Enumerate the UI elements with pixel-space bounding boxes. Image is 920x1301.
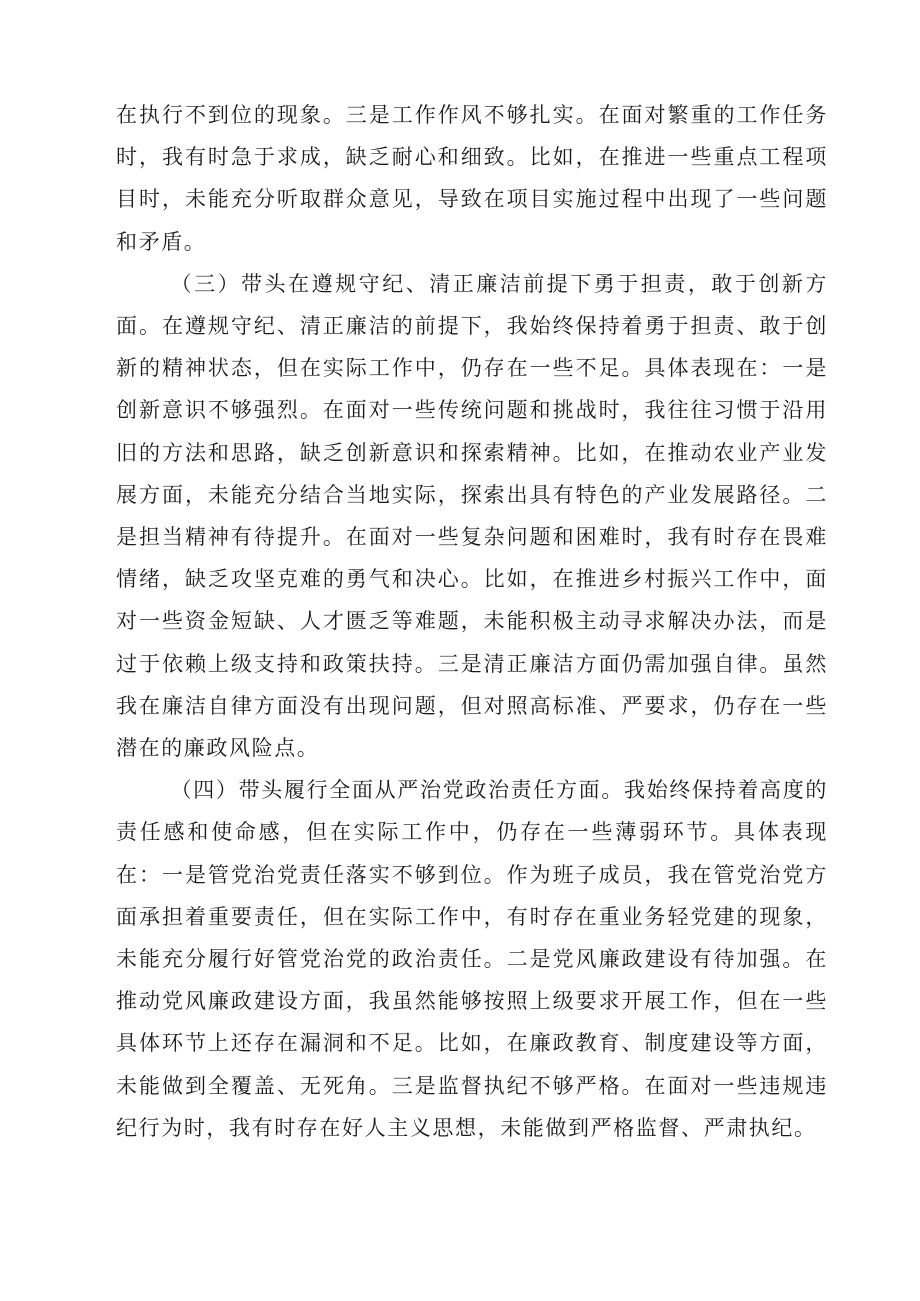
paragraph-section-three: （三）带头在遵规守纪、清正廉洁前提下勇于担责，敢于创新方面。在遵规守纪、清正廉洁的前提下，我始终保持着勇于担责、敢于创新的精神状态，但在实际工作中，仍存在一些不足。具体表现在：一是创新意识不够强烈。在面对一些传统问题和挑战时，我往往习惯于沿用旧的方法和思路，缺乏创新意识和探索精神。比如，在推动农业产业发展方面，未能充分结合当地实际，探索出具有特色的产业发展路径。二是担当精神有待提升。在面对一些复杂问题和困难时，我有时存在畏难情绪，缺乏攻坚克难的勇气和决心。比如，在推进乡村振兴工作中，面对一些资金短缺、人才匮乏等难题，未能积极主动寻求解决办法，而是过于依赖上级支持和政策扶持。三是清正廉洁方面仍需加强自律。虽然我在廉洁自律方面没有出现问题，但对照高标准、严要求，仍存在一些潜在的廉政风险点。 bbox=[116, 271, 828, 761]
paragraph-continuation: 在执行不到位的现象。三是工作作风不够扎实。在面对繁重的工作任务时，我有时急于求成，缺乏耐心和细致。比如，在推进一些重点工程项目时，未能充分听取群众意见，导致在项目实施过程中出现了一些问题和矛盾。 bbox=[116, 103, 828, 254]
document-body bbox=[116, 94, 828, 1149]
paragraph-section-four: （四）带头履行全面从严治党政治责任方面。我始终保持着高度的责任感和使命感，但在实际工作中，仍存在一些薄弱环节。具体表现在：一是管党治党责任落实不够到位。作为班子成员，我在管党治党方面承担着重要责任，但在实际工作中，有时存在重业务轻党建的现象，未能充分履行好管党治党的政治责任。二是党风廉政建设有待加强。在推动党风廉政建设方面，我虽然能够按照上级要求开展工作，但在一些具体环节上还存在漏洞和不足。比如，在廉政教育、制度建设等方面，未能做到全覆盖、无死角。三是监督执纪不够严格。在面对一些违规违纪行为时，我有时存在好人主义思想，未能做到严格监督、严肃执纪。 bbox=[116, 778, 828, 1140]
